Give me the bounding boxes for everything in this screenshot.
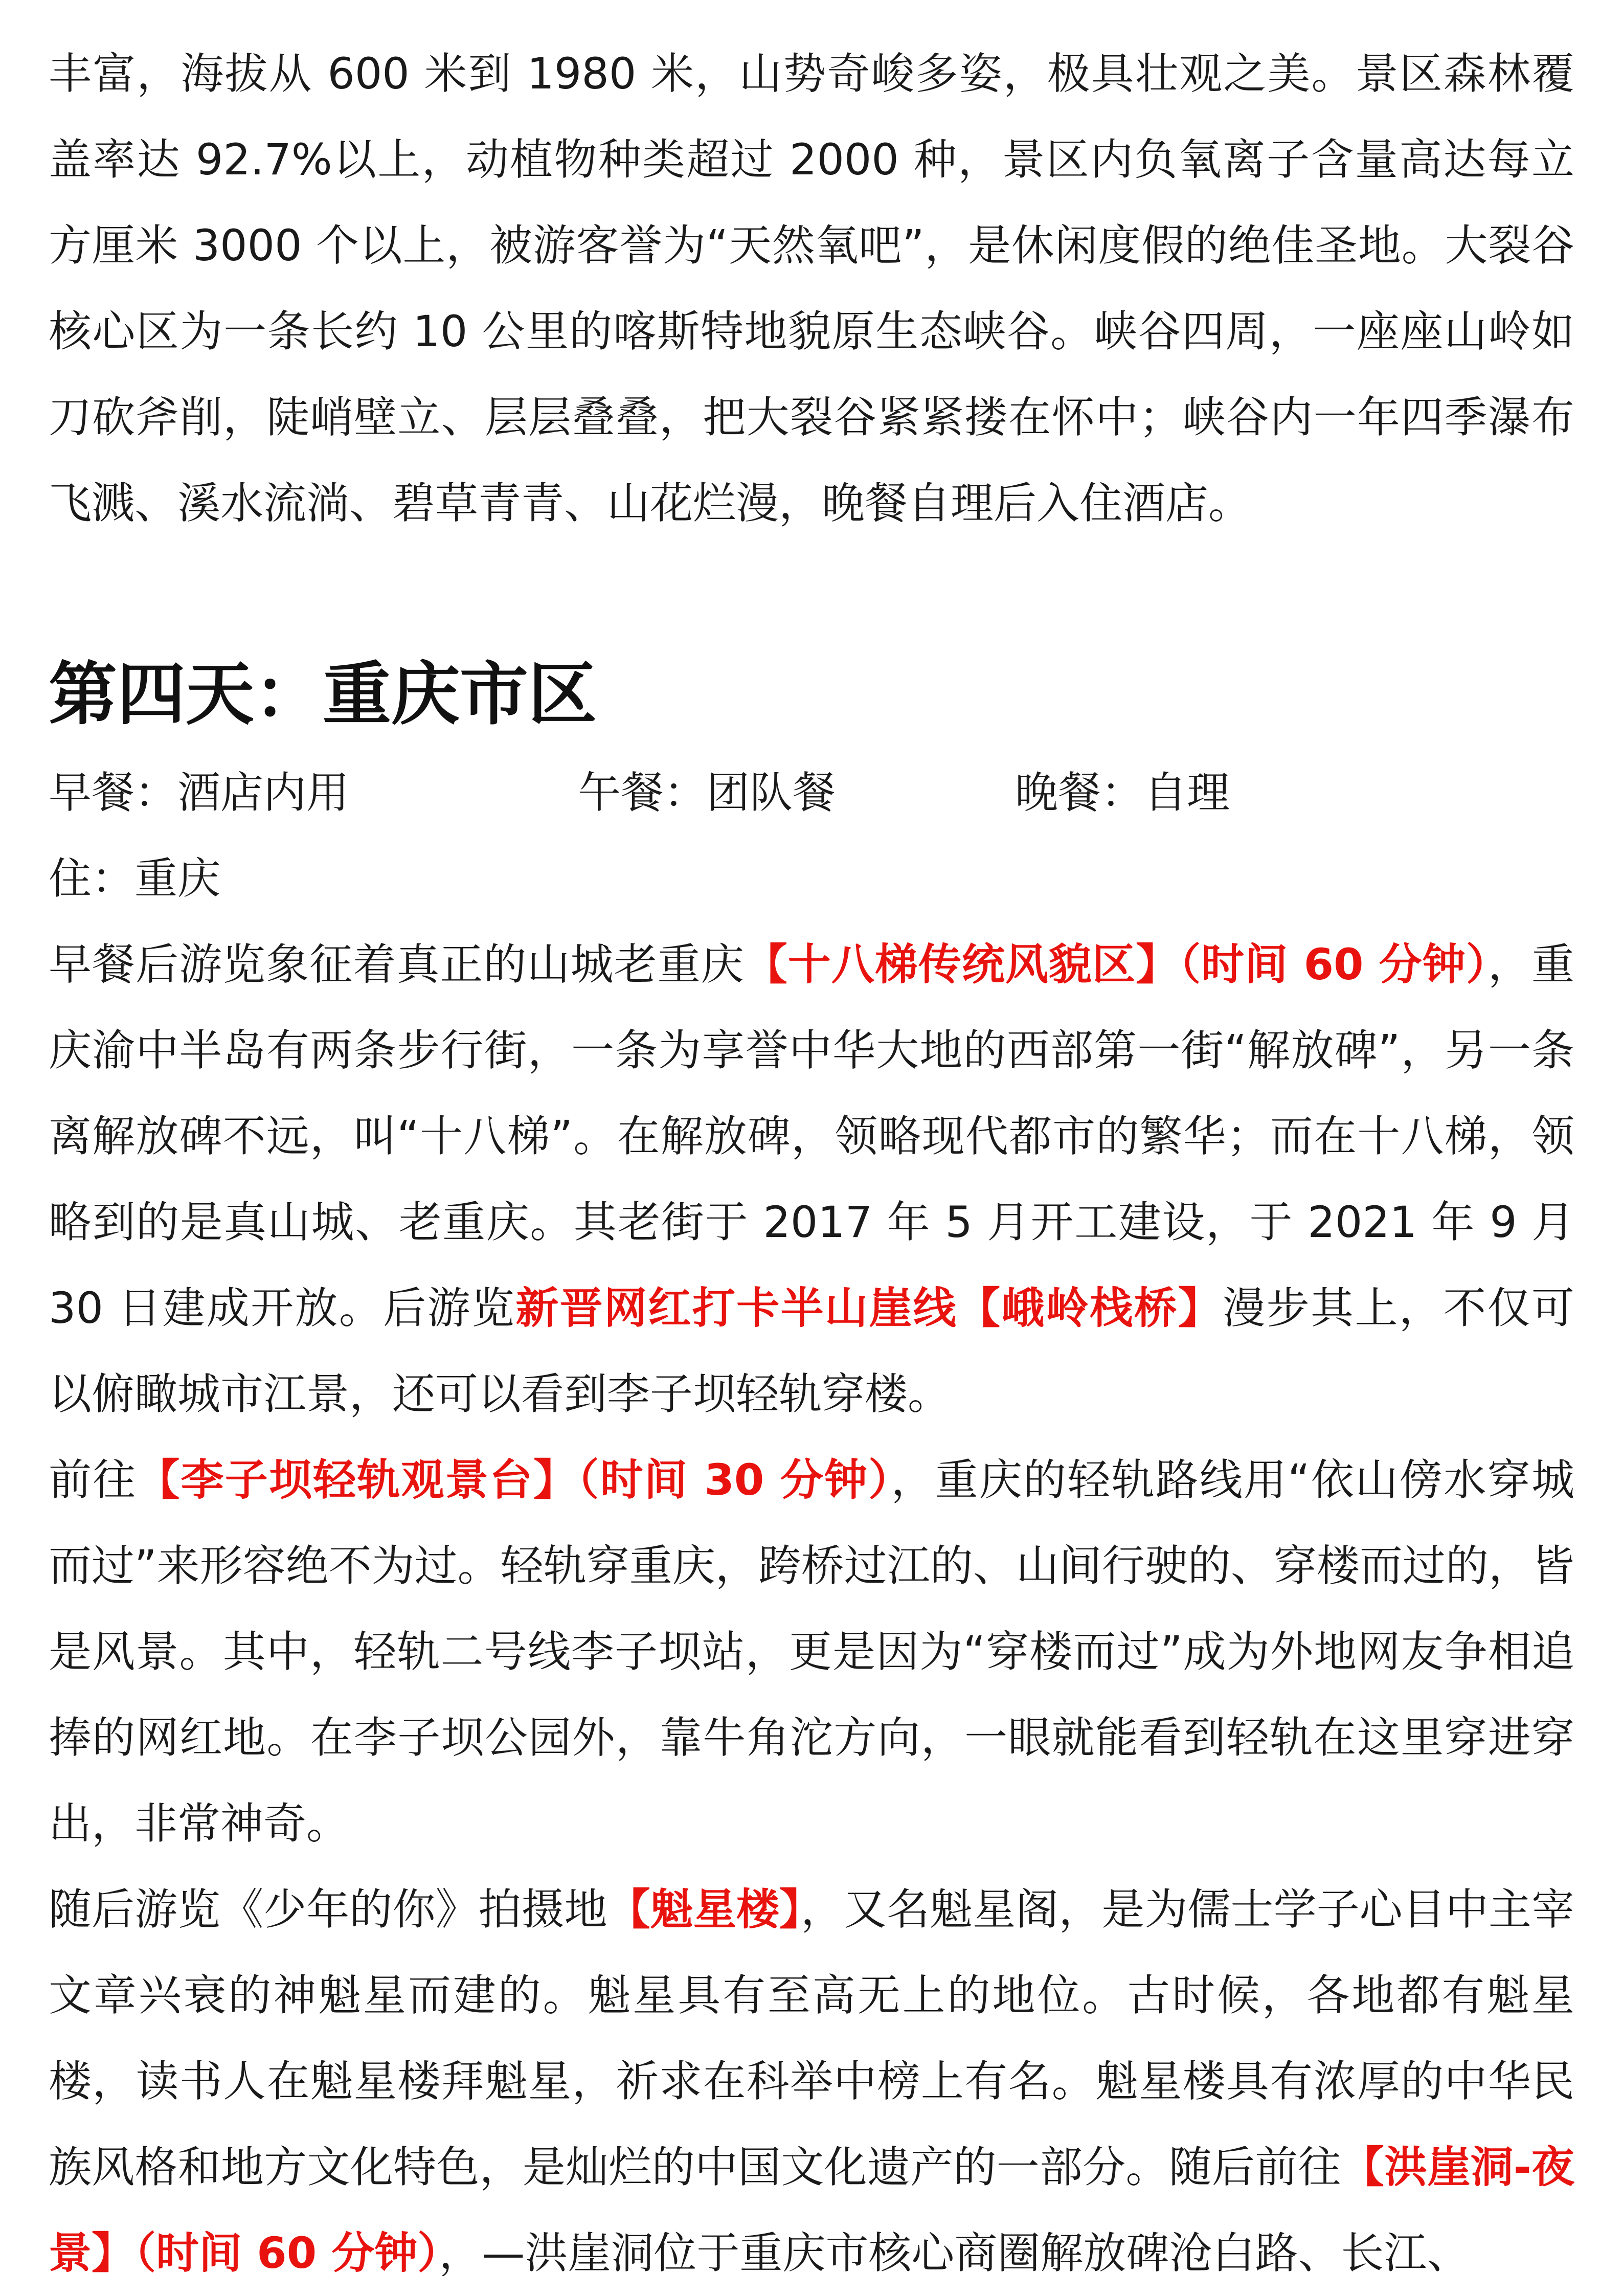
- shibati-text-e: 漫步其上，不仅可以俯瞰城市江景，还可以看到李子坝轻轨穿楼。: [49, 1283, 1574, 1419]
- kuixinglou-text-a: 随后游览《少年的你》拍摄地: [49, 1884, 607, 1934]
- day-four-heading: 第四天：重庆市区: [49, 655, 597, 734]
- kuixinglou-text-c: ，又名魁星阁，是为儒士学子心目中主宰文章兴衰的神魁星而建的。魁星具有至高无上的地位。古时候，各地都有魁星楼，读书人在魁星楼拜魁星，祈求在科举中榜上有名。魁星楼具有浓厚的中华民族风格和地方文化特色，是灿烂的中国文化遗产的一部分。随后前往: [49, 1884, 1574, 2192]
- hongyadong-highlight: 【洪崖洞-夜景】（时间 60 分钟）: [49, 2142, 1574, 2278]
- kuixinglou-text-e: ，—洪崖洞位于重庆市核心商圈解放碑沧白路、长江、: [439, 2228, 1470, 2278]
- kuixinglou-highlight: 【魁星楼】: [607, 1884, 801, 1934]
- lunch-label: 午餐：团队餐: [578, 768, 836, 818]
- stay-label: 住：重庆: [49, 853, 221, 904]
- liziba-paragraph: [49, 1437, 1574, 1866]
- liziba-text-c: ，重庆的轻轨路线用“依山傍水穿城而过”来形容绝不为过。轻轨穿重庆，跨桥过江的、山间行驶的、穿楼而过的，皆是风景。其中，轻轨二号线李子坝站，更是因为“穿楼而过”成为外地网友争相追捧的网红地。在李子坝公园外，靠牛角沱方向，一眼就能看到轻轨在这里穿进穿出，非常神奇。: [49, 1455, 1574, 1849]
- liziba-text-a: 前往: [49, 1455, 137, 1505]
- shibati-paragraph: [49, 921, 1574, 1437]
- shibati-highlight: 【十八梯传统风貌区】（时间 60 分钟）: [744, 939, 1488, 989]
- intro-paragraph: [49, 31, 1574, 546]
- breakfast-label: 早餐：酒店内用: [49, 768, 350, 818]
- meals-row: [49, 750, 1574, 836]
- eling-highlight: 新晋网红打卡半山崖线【峨岭栈桥】: [515, 1283, 1223, 1333]
- shibati-text-a: 早餐后游览象征着真正的山城老重庆: [49, 939, 745, 989]
- shibati-text-c: ，重庆渝中半岛有两条步行街，一条为享誉中华大地的西部第一街“解放碑”，另一条离解放碑不远，叫“十八梯”。在解放碑，领略现代都市的繁华；而在十八梯，领略到的是真山城、老重庆。其老街于 2017 年 5 月开工建设，于 2021 年 9 月 30 日建成开放。后游览: [49, 939, 1574, 1333]
- dinner-label: 晚餐：自理: [1015, 768, 1230, 818]
- kuixinglou-paragraph: [49, 1866, 1574, 2296]
- intro-text: 丰富，海拔从 600 米到 1980 米，山势奇峻多姿，极具壮观之美。景区森林覆盖率达 92.7%以上，动植物种类超过 2000 种，景区内负氧离子含量高达每立方厘米 3000 个以上，被游客誉为“天然氧吧”，是休闲度假的绝佳圣地。大裂谷核心区为一条长约 10 公里的喀斯特地貌原生态峡谷。峡谷四周，一座座山岭如刀砍斧削，陡峭壁立、层层叠叠，把大裂谷紧紧搂在怀中；峡谷内一年四季瀑布飞溅、溪水流淌、碧草青青、山花烂漫，晚餐自理后入住酒店。: [49, 49, 1574, 528]
- liziba-highlight: 【李子坝轻轨观景台】（时间 30 分钟）: [137, 1455, 891, 1505]
